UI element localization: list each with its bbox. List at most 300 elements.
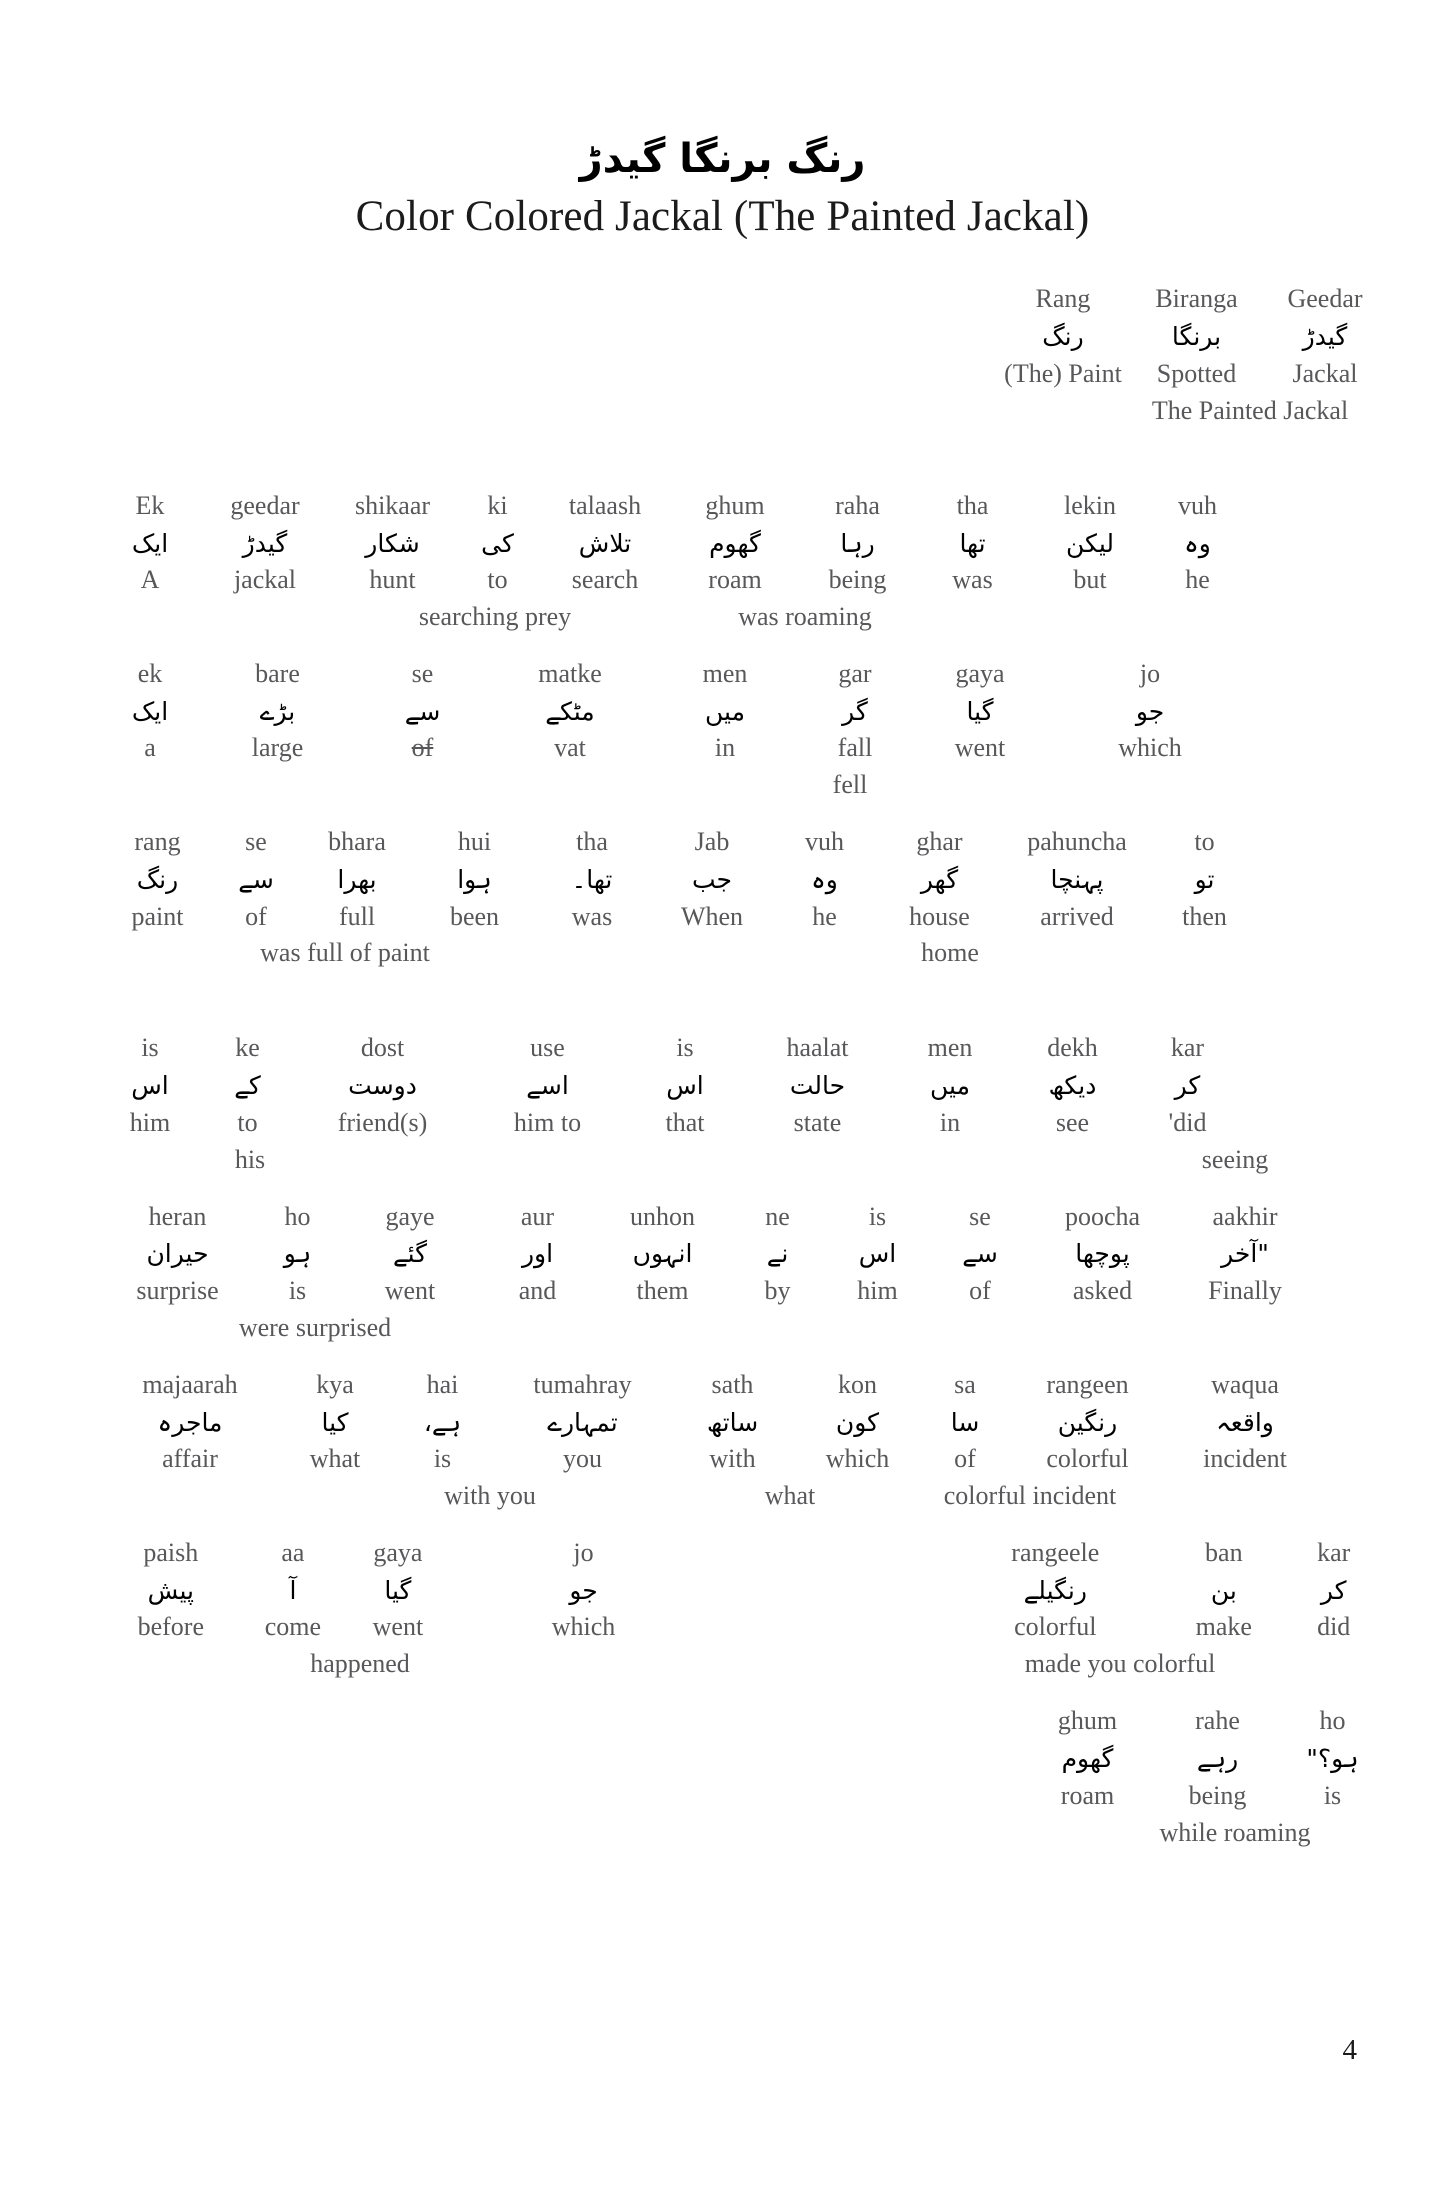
translit-text: raha — [835, 490, 880, 520]
urdu-text: دیکھ — [1048, 1071, 1097, 1101]
urdu-text: انہوں — [632, 1239, 693, 1269]
free-translation-1 — [0, 599, 1445, 636]
gloss-text: Jackal — [1292, 358, 1358, 388]
gloss-cell — [652, 824, 772, 935]
gloss-cell — [100, 1199, 255, 1310]
gloss-cell — [1175, 1199, 1315, 1310]
translit-text: pahuncha — [1027, 827, 1127, 857]
urdu-text: اسے — [526, 1071, 569, 1101]
page-number: 4 — [1342, 2034, 1357, 2066]
free-translation-text: happened — [310, 1649, 410, 1679]
translit-text: gaya — [955, 658, 1005, 688]
translit-text: aur — [520, 1201, 555, 1231]
translit-text: Biranga — [1155, 284, 1238, 314]
gloss-cell — [1030, 1199, 1175, 1310]
gloss-text: asked — [1072, 1275, 1133, 1305]
gloss-text: colorful — [1014, 1612, 1097, 1642]
gloss-cell — [945, 1535, 1165, 1646]
gloss-cell — [998, 281, 1128, 392]
free-translation-text: were surprised — [238, 1312, 392, 1342]
gloss-text: large — [251, 733, 304, 763]
gloss-text: A — [140, 565, 160, 595]
urdu-text: آ — [289, 1575, 297, 1605]
gloss-cell — [495, 1367, 670, 1478]
gloss-text: him — [129, 1107, 171, 1137]
gloss-text: vat — [554, 733, 586, 763]
free-translation-text: while roaming — [1159, 1817, 1311, 1847]
gloss-cell — [890, 1030, 1010, 1141]
gloss-line-8 — [0, 1703, 1445, 1814]
gloss-cell — [730, 1199, 825, 1310]
urdu-text: بھرا — [337, 865, 377, 894]
translit-text: rangeen — [1046, 1369, 1129, 1399]
translit-text: aa — [281, 1537, 305, 1567]
gloss-text: colorful — [1046, 1444, 1129, 1474]
gloss-cell — [670, 488, 800, 599]
urdu-text: میں — [930, 1071, 970, 1101]
urdu-text: پہنچا — [1050, 865, 1104, 894]
gloss-text: went — [954, 733, 1006, 763]
gloss-text: them — [636, 1275, 689, 1305]
gloss-text: being — [828, 565, 887, 595]
page-title — [0, 132, 1445, 241]
gloss-cell — [340, 1199, 480, 1310]
gloss-cell — [390, 1367, 495, 1478]
gloss-cell — [480, 1199, 595, 1310]
translit-text: ghum — [705, 490, 765, 520]
urdu-text: جو — [1135, 696, 1165, 726]
gloss-cell — [200, 488, 330, 599]
gloss-text: roam — [708, 565, 762, 595]
free-translation-7 — [0, 1646, 1445, 1683]
urdu-text: رنگین — [1057, 1407, 1118, 1437]
gloss-cell — [100, 1030, 200, 1141]
gloss-text: friend(s) — [337, 1107, 428, 1137]
translit-text: ghar — [916, 827, 963, 857]
translit-text: men — [927, 1033, 973, 1063]
translit-text: heran — [148, 1201, 207, 1231]
urdu-text: اس — [666, 1071, 704, 1101]
urdu-text: میں — [705, 696, 745, 726]
gloss-cell — [800, 656, 910, 767]
gloss-text: him to — [513, 1107, 582, 1137]
urdu-text: کی — [481, 528, 514, 558]
free-translation-text: was full of paint — [260, 938, 430, 968]
urdu-text: پیش — [147, 1575, 194, 1605]
urdu-text: حالت — [789, 1071, 846, 1101]
gloss-text: incident — [1203, 1444, 1287, 1474]
translit-text: rang — [134, 827, 181, 857]
urdu-text: رنگیلے — [1023, 1575, 1087, 1605]
translit-text: ghum — [1057, 1706, 1118, 1736]
gloss-cell — [242, 1535, 345, 1646]
free-translation-text: made you colorful — [1024, 1649, 1216, 1679]
gloss-cell — [100, 1535, 242, 1646]
urdu-text: گر — [842, 696, 868, 726]
gloss-cell — [100, 656, 200, 767]
translit-text: poocha — [1064, 1201, 1141, 1231]
translit-text: ke — [235, 1033, 260, 1063]
gloss-text: but — [1073, 565, 1107, 595]
gloss-text: 'did — [1168, 1107, 1207, 1137]
gloss-cell — [877, 824, 1002, 935]
gloss-text: him — [857, 1275, 898, 1305]
gloss-cell — [295, 1030, 470, 1141]
gloss-cell — [920, 1367, 1010, 1478]
translit-text: jo — [1139, 658, 1161, 688]
gloss-text: did — [1317, 1612, 1351, 1642]
gloss-text: roam — [1060, 1780, 1115, 1810]
gloss-cell — [280, 1367, 390, 1478]
translit-text: kar — [1317, 1537, 1351, 1567]
translit-text: se — [411, 658, 434, 688]
gloss-text: of — [411, 733, 434, 763]
gloss-text: in — [714, 733, 736, 763]
translit-text: use — [530, 1033, 565, 1063]
gloss-cell — [795, 1367, 920, 1478]
urdu-text: رہا — [840, 528, 875, 558]
gloss-text: you — [563, 1444, 602, 1474]
gloss-line-2 — [0, 656, 1445, 767]
translit-text: lekin — [1064, 490, 1116, 520]
translit-text: kon — [838, 1369, 877, 1399]
translit-text: ho — [1319, 1706, 1346, 1736]
gloss-line-1 — [0, 488, 1445, 599]
urdu-text: گیدڑ — [1302, 322, 1348, 352]
translit-text: kar — [1170, 1033, 1205, 1063]
gloss-cell — [745, 1030, 890, 1141]
translit-text: paish — [143, 1537, 199, 1567]
gloss-text: state — [793, 1107, 842, 1137]
translit-text: se — [969, 1201, 991, 1231]
urdu-text: گھوم — [709, 528, 761, 558]
free-translation-text: his — [234, 1144, 266, 1174]
gloss-cell — [772, 824, 877, 935]
gloss-text: jackal — [233, 565, 297, 595]
translit-text: kya — [316, 1369, 354, 1399]
urdu-text: ماجرہ — [157, 1407, 223, 1437]
free-translation-3 — [0, 935, 1445, 972]
gloss-cell — [215, 824, 297, 935]
gloss-cell — [1135, 1030, 1240, 1141]
gloss-text: full — [338, 901, 376, 931]
gloss-text: was — [571, 901, 613, 931]
gloss-cell — [255, 1199, 340, 1310]
urdu-text: تو — [1194, 865, 1215, 894]
urdu-text: وہ — [811, 865, 838, 894]
gloss-text: been — [449, 901, 500, 931]
free-translation-6 — [0, 1478, 1445, 1515]
gloss-text: which — [825, 1444, 890, 1474]
gloss-text: is — [1323, 1780, 1342, 1810]
gloss-text: is — [433, 1444, 452, 1474]
gloss-cell — [1020, 1703, 1155, 1814]
gloss-text: hunt — [369, 565, 416, 595]
urdu-text: گھر — [920, 865, 959, 894]
gloss-text: of — [954, 1444, 976, 1474]
gloss-text: which — [1118, 733, 1182, 763]
gloss-text: before — [137, 1612, 205, 1642]
urdu-text: تمہارے — [547, 1407, 618, 1437]
free-translation-text: what — [764, 1481, 816, 1511]
gloss-cell — [452, 1535, 716, 1646]
translit-text: tumahray — [533, 1369, 632, 1399]
title-english: Color Colored Jackal (The Painted Jackal) — [355, 193, 1090, 240]
urdu-text: رہے — [1196, 1744, 1239, 1774]
gloss-cell — [200, 1030, 295, 1141]
gloss-text: then — [1182, 901, 1227, 931]
urdu-text: گئے — [392, 1239, 428, 1269]
translit-text: haalat — [786, 1033, 849, 1063]
urdu-text: گیدڑ — [242, 528, 288, 558]
gloss-cell — [1155, 1703, 1280, 1814]
translit-text: gaye — [385, 1201, 435, 1231]
translit-text: geedar — [230, 490, 300, 520]
translit-text: ek — [137, 658, 163, 688]
free-translation-text: with you — [444, 1481, 536, 1511]
urdu-text: جو — [569, 1575, 598, 1605]
gloss-text: Finally — [1208, 1275, 1282, 1305]
free-translation-heading — [0, 393, 1445, 430]
urdu-text: رنگ — [136, 865, 179, 894]
gloss-text: surprise — [136, 1275, 219, 1305]
urdu-text: وہ — [1184, 528, 1211, 558]
translit-text: unhon — [630, 1201, 695, 1231]
translit-text: majaarah — [142, 1369, 238, 1399]
urdu-text: شکار — [365, 528, 420, 558]
urdu-text: پوچھا — [1075, 1239, 1130, 1269]
translit-text: bare — [255, 658, 300, 688]
gloss-cell — [1282, 1535, 1385, 1646]
urdu-text: اس — [131, 1071, 169, 1101]
gloss-cell — [1050, 656, 1250, 767]
translit-text: rangeele — [1011, 1537, 1100, 1567]
gloss-text: to — [237, 1107, 258, 1137]
gloss-text: in — [939, 1107, 961, 1137]
translit-text: jo — [573, 1537, 594, 1567]
gloss-cell — [1165, 1535, 1282, 1646]
gloss-cell — [1010, 1367, 1165, 1478]
urdu-text: ہے، — [423, 1407, 462, 1437]
translit-text: Jab — [694, 827, 730, 857]
gloss-text: of — [245, 901, 267, 931]
translit-text: tha — [576, 827, 608, 857]
urdu-text: رنگ — [1042, 322, 1084, 352]
urdu-text: گھوم — [1061, 1744, 1114, 1774]
urdu-text: ایک — [131, 528, 169, 558]
urdu-text: دوست — [348, 1071, 417, 1101]
gloss-line-7 — [0, 1535, 1445, 1646]
urdu-text: سے — [962, 1239, 998, 1269]
gloss-text: make — [1195, 1612, 1252, 1642]
translit-text: bhara — [328, 827, 386, 857]
gloss-text: he — [812, 901, 837, 931]
urdu-text: اور — [521, 1239, 554, 1269]
gloss-text: being — [1188, 1780, 1247, 1810]
gloss-text: see — [1055, 1107, 1090, 1137]
free-translation-4 — [0, 1142, 1445, 1179]
urdu-text: سا — [950, 1407, 980, 1437]
translit-text: dost — [360, 1033, 405, 1063]
urdu-text: ہو — [283, 1239, 312, 1269]
urdu-text: کر — [1174, 1071, 1201, 1101]
gloss-line-heading — [0, 281, 1445, 392]
translit-text: tha — [956, 490, 989, 520]
gloss-cell — [470, 1030, 625, 1141]
gloss-text: paint — [131, 901, 184, 931]
gloss-line-3 — [0, 824, 1445, 935]
urdu-text: تھا۔ — [571, 865, 613, 894]
translit-text: shikaar — [354, 490, 431, 520]
free-translation-text: The Painted Jackal — [1151, 395, 1349, 425]
gloss-text: come — [264, 1612, 322, 1642]
gloss-cell — [344, 1535, 451, 1646]
free-translation-text: home — [921, 938, 979, 968]
translit-text: Ek — [135, 490, 165, 520]
translit-text: rahe — [1195, 1706, 1240, 1736]
gloss-text: fall — [837, 733, 873, 763]
gloss-line-4 — [0, 1030, 1445, 1141]
gloss-cell — [1010, 1030, 1135, 1141]
gloss-cell — [455, 488, 540, 599]
urdu-text: گیا — [384, 1575, 412, 1605]
urdu-text: اس — [858, 1239, 897, 1269]
gloss-cell — [915, 488, 1030, 599]
gloss-cell — [1128, 281, 1265, 392]
gloss-cell — [1265, 281, 1385, 392]
translit-text: is — [868, 1201, 887, 1231]
translit-text: dekh — [1047, 1033, 1098, 1063]
gloss-cell — [1165, 1367, 1325, 1478]
gloss-text: (The) Paint — [1004, 358, 1122, 388]
translit-text: to — [1194, 827, 1215, 857]
translit-text: gaya — [373, 1537, 423, 1567]
gloss-text: of — [969, 1275, 991, 1305]
translit-text: Rang — [1035, 284, 1091, 314]
gloss-cell — [100, 1367, 280, 1478]
translit-text: hui — [457, 827, 492, 857]
free-translation-text: was roaming — [738, 601, 872, 631]
translit-text: is — [676, 1033, 694, 1063]
gloss-cell — [1030, 488, 1150, 599]
urdu-text: بڑے — [259, 696, 296, 726]
gloss-cell — [670, 1367, 795, 1478]
gloss-text: which — [551, 1612, 616, 1642]
gloss-cell — [1280, 1703, 1385, 1814]
gloss-text: and — [518, 1275, 557, 1305]
translit-text: ne — [765, 1201, 790, 1231]
free-translation-text: searching prey — [418, 601, 572, 631]
gloss-cell — [800, 488, 915, 599]
gloss-text: Spotted — [1156, 358, 1237, 388]
gloss-text: with — [709, 1444, 756, 1474]
gloss-cell — [1150, 488, 1245, 599]
gloss-text: is — [288, 1275, 307, 1305]
translit-text: aakhir — [1212, 1201, 1278, 1231]
gloss-cell — [825, 1199, 930, 1310]
translit-text: ho — [284, 1201, 311, 1231]
translit-text: matke — [538, 658, 602, 688]
document-page — [0, 132, 1445, 2185]
translit-text: vuh — [805, 827, 844, 857]
urdu-text: سے — [238, 865, 274, 894]
gloss-text: what — [309, 1444, 361, 1474]
translit-text: ki — [487, 490, 508, 520]
gloss-text: house — [909, 901, 970, 931]
gloss-text: a — [144, 733, 156, 763]
gloss-text: went — [372, 1612, 424, 1642]
urdu-text: جب — [691, 865, 732, 894]
gloss-cell — [417, 824, 532, 935]
urdu-text: "آخر — [1221, 1239, 1269, 1269]
translit-text: talaash — [568, 490, 642, 520]
translit-text: vuh — [1178, 490, 1217, 520]
translit-text: is — [141, 1033, 159, 1063]
urdu-text: کیا — [321, 1407, 349, 1437]
urdu-text: گیا — [966, 696, 994, 726]
gloss-text: to — [487, 565, 508, 595]
gloss-cell — [625, 1030, 745, 1141]
urdu-text: تھا — [959, 528, 986, 558]
gloss-cell — [1002, 824, 1152, 935]
urdu-text: ہوا — [457, 865, 492, 894]
gloss-text: arrived — [1040, 901, 1114, 931]
translit-text: men — [702, 658, 748, 688]
urdu-text: ہو؟" — [1306, 1744, 1359, 1774]
gloss-text: went — [384, 1275, 436, 1305]
gloss-line-6 — [0, 1367, 1445, 1478]
gloss-cell — [100, 824, 215, 935]
gloss-text: was — [952, 565, 993, 595]
urdu-text: ایک — [131, 696, 169, 726]
translit-text: sath — [711, 1369, 754, 1399]
gloss-text: affair — [162, 1444, 218, 1474]
gloss-cell — [532, 824, 652, 935]
gloss-cell — [910, 656, 1050, 767]
gloss-text: When — [680, 901, 744, 931]
translit-text: sa — [954, 1369, 976, 1399]
urdu-text: کر — [1320, 1575, 1347, 1605]
urdu-text: سے — [404, 696, 441, 726]
urdu-text: حیران — [146, 1239, 209, 1269]
gloss-text: that — [665, 1107, 705, 1137]
gloss-cell — [650, 656, 800, 767]
gloss-cell — [1152, 824, 1257, 935]
urdu-text: واقعہ — [1216, 1407, 1274, 1437]
urdu-text: بن — [1210, 1575, 1237, 1605]
gloss-line-5 — [0, 1199, 1445, 1310]
translit-text: hai — [426, 1369, 459, 1399]
urdu-text: مٹکے — [545, 696, 595, 726]
free-translation-text: colorful incident — [943, 1481, 1117, 1511]
urdu-text: ساتھ — [706, 1407, 759, 1437]
translit-text: ban — [1205, 1537, 1243, 1567]
gloss-cell — [490, 656, 650, 767]
gloss-text: he — [1185, 565, 1210, 595]
gloss-cell — [540, 488, 670, 599]
translit-text: waqua — [1211, 1369, 1279, 1399]
free-translation-8 — [0, 1815, 1445, 1852]
gloss-text: search — [571, 565, 639, 595]
free-translation-text: fell — [832, 770, 868, 800]
gloss-cell — [297, 824, 417, 935]
gloss-cell — [330, 488, 455, 599]
title-urdu: رنگ برنگا گیدڑ — [579, 136, 866, 182]
free-translation-2 — [0, 767, 1445, 804]
translit-text: gar — [838, 658, 872, 688]
gloss-cell — [355, 656, 490, 767]
gloss-cell — [200, 656, 355, 767]
